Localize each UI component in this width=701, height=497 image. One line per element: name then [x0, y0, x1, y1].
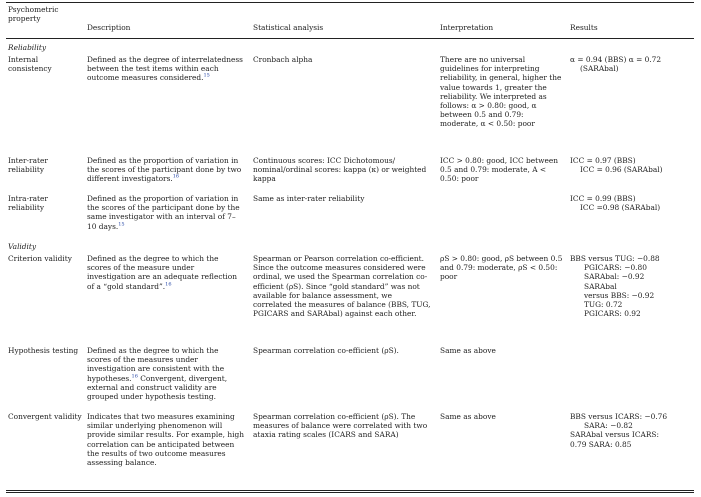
row-criterion-property: Criterion validity: [8, 254, 72, 263]
result-line: (SARAbal): [580, 64, 619, 74]
row-hypothesis-ref[interactable]: 16: [131, 373, 138, 380]
result-line: 0.79 SARA: 0.85: [570, 439, 632, 449]
row-internal-property: Internal consistency: [8, 55, 52, 74]
row-interrater-description: Defined as the proportion of variation in the scores of the participant done by two different investigators.$^{16}$: [87, 156, 242, 184]
row-convergent-analysis: Spearman correlation co-efficient (ρS). The measures of balance were correlated with two ataxia rating scales (ICARS and SARA): [253, 412, 428, 440]
section-reliability: Reliability: [8, 43, 47, 52]
row-intrarater-ref[interactable]: 15: [118, 221, 125, 228]
result-line: PGICARS: −0.80: [584, 263, 647, 273]
section-validity: Validity: [8, 242, 37, 251]
result-line: versus BBS: −0.92: [584, 290, 655, 300]
result-line: ICC = 0.97 (BBS): [570, 156, 636, 165]
row-interrater-results: [570, 156, 698, 174]
result-line: BBS versus ICARS: −0.76: [570, 412, 668, 421]
row-hypothesis-analysis: Spearman correlation co-efficient (ρS).: [253, 346, 399, 355]
header-statistical-analysis: Statistical analysis: [253, 23, 324, 32]
row-interrater-ref[interactable]: 16: [172, 173, 180, 180]
row-convergent-results: [570, 412, 698, 449]
result-line: PGICARS: 0.92: [584, 309, 641, 319]
result-line: BBS versus TUG: −0.88: [570, 254, 660, 263]
header-interpretation: Interpretation: [440, 23, 494, 32]
row-internal-ref[interactable]: 15: [203, 72, 210, 79]
row-intrarater-property: Intra-rater reliability: [8, 194, 48, 213]
row-convergent-description: Indicates that two measures examining similar underlying phenomenon will provide similar results. For example, high correlation can be anticipated between the results of two outcome measures assessing balance.: [87, 412, 244, 468]
row-convergent-interpretation: Same as above: [440, 412, 496, 421]
row-hypothesis-property: Hypothesis testing: [8, 346, 79, 355]
row-criterion-ref[interactable]: 16: [165, 281, 172, 288]
row-internal-analysis: Cronbach alpha: [253, 55, 313, 64]
result-line: SARA: −0.82: [584, 421, 633, 431]
row-hypothesis-interpretation: Same as above: [440, 346, 496, 355]
row-internal-interpretation: There are no universal guidelines for interpreting reliability, in general, higher the value towards 1, greater the reliability. We interpreted as follows: α > 0.80: good, α between 0.5 and 0.79: moderate, α < 0.50: poor: [440, 55, 562, 129]
row-intrarater-description: Defined as the proportion of variation in the scores of the participant done by the same investigator with an interval of 7–10 days.$^{15}$: [87, 194, 240, 231]
row-intrarater-results: [570, 194, 698, 212]
header-description: Description: [87, 23, 131, 32]
result-line: SARAbal versus ICARS:: [570, 430, 659, 440]
table-bottom-rule-thin: [6, 492, 694, 493]
result-line: ICC = 0.96 (SARAbal): [580, 165, 663, 175]
row-convergent-property: Convergent validity: [8, 412, 82, 421]
row-criterion-description: Defined as the degree to which the scores of the measure under investigation are an adequate reflection of a “gold standard”.$^{16}$: [87, 254, 237, 291]
result-line: ICC =0.98 (SARAbal): [580, 203, 661, 213]
row-internal-results: [570, 55, 698, 73]
row-interrater-property: Inter-rater reliability: [8, 156, 48, 175]
row-criterion-results: [570, 254, 698, 318]
result-line: ICC = 0.99 (BBS): [570, 194, 636, 203]
header-results: Results: [570, 23, 598, 32]
table-bottom-rule: [6, 490, 694, 491]
row-hypothesis-description: Defined as the degree to which the scores of the measures under investigation are consistent with the hypotheses.$^{16}$ Convergent, divergent, external and construct validity are grouped under hypothesis testing.: [87, 346, 228, 402]
result-line: SARAbal: [584, 281, 617, 291]
row-intrarater-analysis: Same as inter-rater reliability: [253, 194, 365, 203]
result-line: SARAbal: −0.92: [584, 272, 645, 282]
header-psychometric-property: Psychometric property: [8, 5, 59, 24]
row-internal-description: Defined as the degree of interrelatedness between the test items within each outcome measures considered.$^{15}$: [87, 55, 243, 83]
row-criterion-interpretation: ρS > 0.80: good, ρS between 0.5 and 0.79: moderate, ρS < 0.50: poor: [440, 254, 563, 282]
row-interrater-interpretation: ICC > 0.80: good, ICC between 0.5 and 0.79: moderate, A < 0.50: poor: [440, 156, 558, 184]
result-line: α = 0.94 (BBS) α = 0.72: [570, 55, 662, 64]
row-criterion-analysis: Spearman or Pearson correlation co-efficient. Since the outcome measures considered were ordinal, we used the Spearman correlation co-efficient (ρS). Since “gold standard” was not available for balance assessment, we correlated the measures of balance (BBS, TUG, PGICARS and SARAbal) against each other.: [253, 254, 431, 319]
header-rule: [6, 38, 694, 39]
result-line: TUG: 0.72: [584, 300, 623, 310]
table-top-rule: [6, 2, 694, 3]
row-interrater-analysis: Continuous scores: ICC Dichotomous/ nominal/ordinal scores: kappa (κ) or weighted kappa: [253, 156, 427, 184]
